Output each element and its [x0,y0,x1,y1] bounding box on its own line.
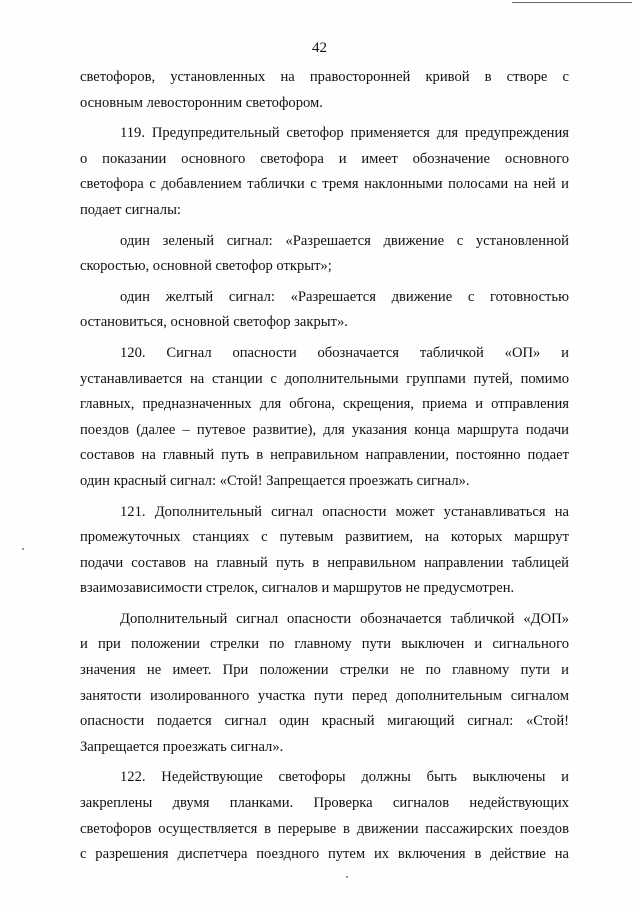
text-line: составов на главный путь в неправильном направлении, постоянно подает [80,447,569,464]
text-line: подачи составов на главный путь в неправильном направлении таблицей [80,554,569,571]
paragraph-119-line: 119. Предупредительный светофор применяется для предупреждения [120,125,569,142]
paragraph-122-line: 122. Недействующие светофоры должны быть выключены и [120,769,569,786]
text-line: закреплены двумя планками. Проверка сигналов недействующих [80,795,569,812]
text-line: поездов (далее – путевое развитие), для указания конца маршрута подачи [80,421,569,438]
top-border-line [512,2,632,3]
text-line: главных, предназначенных для обгона, скрещения, приема и отправления [80,396,569,413]
text-line: о показании основного светофора и имеет обозначение основного [80,150,569,167]
text-line: один красный сигнал: «Стой! Запрещается проезжать сигнал». [80,472,470,489]
text-line: скоростью, основной светофор открыт»; [80,258,332,275]
scan-speck [346,876,348,878]
document-body [80,65,569,868]
text-line: занятости изолированного участка пути перед дополнительным сигналом [80,687,569,704]
scan-speck [22,548,24,550]
text-line: промежуточных станциях с путевым развитием, на которых маршрут [80,529,569,546]
text-line: взаимозависимости стрелок, сигналов и маршрутов не предусмотрен. [80,580,515,597]
text-line: Запрещается проезжать сигнал». [80,738,284,755]
text-line: светофоров, установленных на правосторонней кривой в створе с [80,69,569,85]
text-line: устанавливается на станции с дополнительными группами путей, помимо [80,370,569,387]
paragraph-120-line: 120. Сигнал опасности обозначается табличкой «ОП» и [120,344,569,361]
text-line: значения не имеет. При положении стрелки не по главному пути и [80,662,569,679]
text-line: основным левосторонним светофором. [80,94,323,111]
paragraph-121b-line: Дополнительный сигнал опасности обозначается табличкой «ДОП» [120,610,569,627]
text-line: с разрешения диспетчера поездного путем их включения в действие на [80,846,569,863]
text-line: светофоров осуществляется в перерыве в движении пассажирских поездов [80,820,569,837]
page-number: 42 [312,40,327,56]
signal-green-line: один зеленый сигнал: «Разрешается движение с установленной [120,232,569,249]
signal-yellow-line: один желтый сигнал: «Разрешается движение с готовностью [120,288,569,305]
text-line: опасности подается сигнал один красный мигающий сигнал: «Стой! [80,713,569,730]
text-line: подает сигналы: [80,201,181,218]
text-line: остановиться, основной светофор закрыт». [80,314,348,331]
paragraph-121-line: 121. Дополнительный сигнал опасности может устанавливаться на [120,503,569,520]
text-line: и при положении стрелки по главному пути выключен и сигнального [80,636,569,653]
text-line: светофора с добавлением таблички с тремя наклонными полосами на ней и [80,176,569,193]
